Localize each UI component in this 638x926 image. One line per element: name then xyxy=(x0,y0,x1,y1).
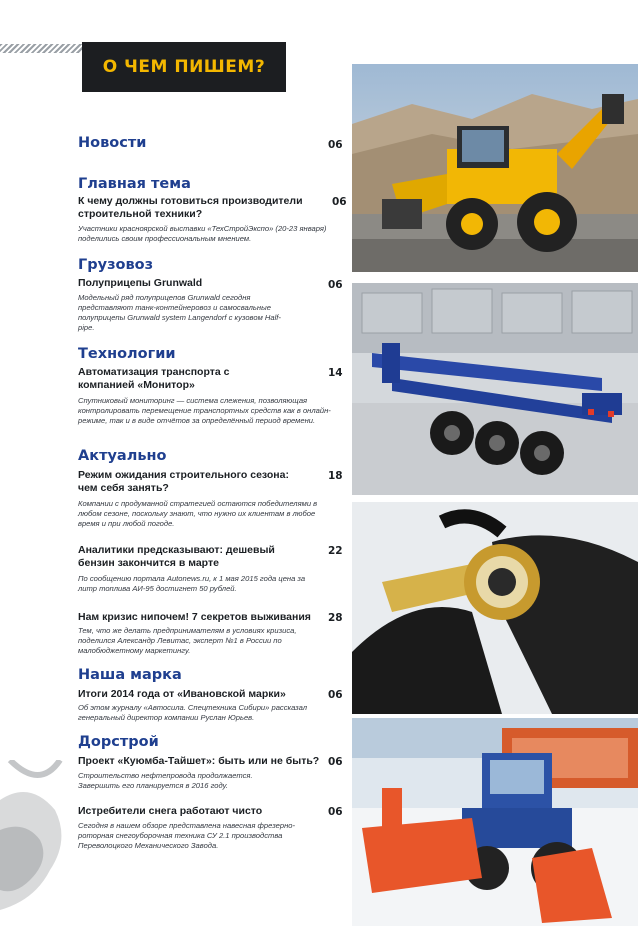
article-desc: Спутниковый мониторинг — система слежения, позволяющая контролировать перемещение транспортных средств как в онлайн-режиме, так и в виде отчётов за определённый период времени. xyxy=(78,396,331,425)
section-brand[interactable]: Наша марка xyxy=(78,667,182,683)
section-roads[interactable]: Дорстрой xyxy=(78,734,159,750)
page-title: О ЧЕМ ПИШЕМ? xyxy=(102,57,266,77)
article-title[interactable]: Полуприцепы Grunwald xyxy=(78,277,203,289)
article-title[interactable]: Автоматизация транспорта с компанией «Монитор» xyxy=(78,366,230,391)
photo-backhoe-loader xyxy=(352,64,638,272)
article-title[interactable]: Проект «Куюмба-Тайшет»: быть или не быть? xyxy=(78,755,320,767)
photo-snow-blower-tractor xyxy=(352,718,638,926)
article-desc: Участники красноярской выставки «ТехСтройЭкспо» (20-23 января) поделились своим профессиональным мнением. xyxy=(78,224,327,243)
page-number: 06 xyxy=(328,756,343,768)
page-number: 06 xyxy=(328,689,343,701)
page-number: 06 xyxy=(328,139,343,151)
article-desc: Компании с продуманной стратегией остаются победителями в любом сезоне, поскольку знают, что нужно их клиентам в любое время и при любой погоде. xyxy=(78,499,318,528)
page-number: 06 xyxy=(328,279,343,291)
section-tech[interactable]: Технологии xyxy=(78,346,176,362)
page-number: 06 xyxy=(328,806,343,818)
section-main-topic[interactable]: Главная тема xyxy=(78,176,191,192)
article-title[interactable]: Режим ожидания строительного сезона: чем себя занять? xyxy=(78,469,289,494)
page-number: 18 xyxy=(328,470,343,482)
article-desc: Об этом журналу «Автосила. Спецтехника Сибири» рассказал генеральный директор компании Руслан Юрьев. xyxy=(78,703,308,722)
decorative-sketch xyxy=(0,760,80,926)
article-desc: Модельный ряд полуприцепов Grunwald сегодня представляют танк-контейнеровоз и самосвальные полуприцепы Grunwald system Langendorf с кузовом Half-pipe. xyxy=(78,293,281,332)
page-number: 14 xyxy=(328,367,343,379)
article-desc: Сегодня в нашем обзоре представлена навесная фрезерно-роторная снегоуборочная техника СУ 2.1 производства Переволоцкого Механического Завода. xyxy=(78,821,296,850)
article-title[interactable]: Нам кризис нипочем! 7 секретов выживания xyxy=(78,611,311,623)
section-news[interactable]: Новости xyxy=(78,135,147,151)
photo-bearing-hands xyxy=(352,502,638,714)
article-desc: Тем, что же делать предпринимателям в условиях кризиса, поделился Александр Левитас, эксперт №1 в России по малобюджетному маркетингу. xyxy=(78,626,297,655)
article-title[interactable]: К чему должны готовиться производители строительной техники? xyxy=(78,195,303,220)
article-title[interactable]: Аналитики предсказывают: дешевый бензин закончится в марте xyxy=(78,544,275,569)
page-number: 28 xyxy=(328,612,343,624)
section-actual[interactable]: Актуально xyxy=(78,448,167,464)
photo-semi-trailer xyxy=(352,283,638,495)
page-number: 22 xyxy=(328,545,343,557)
page-number: 06 xyxy=(332,196,347,208)
article-title[interactable]: Итоги 2014 года от «Ивановской марки» xyxy=(78,688,286,700)
section-truck[interactable]: Грузовоз xyxy=(78,257,154,273)
page-title-box xyxy=(82,42,286,92)
article-desc: По сообщению портала Autonews.ru, к 1 мая 2015 года цена за литр топлива АИ-95 достигнет 50 рублей. xyxy=(78,574,306,593)
article-desc: Строительство нефтепровода продолжается. Завершить его планируется в 2016 году. xyxy=(78,771,253,790)
article-title[interactable]: Истребители снега работают чисто xyxy=(78,805,263,817)
